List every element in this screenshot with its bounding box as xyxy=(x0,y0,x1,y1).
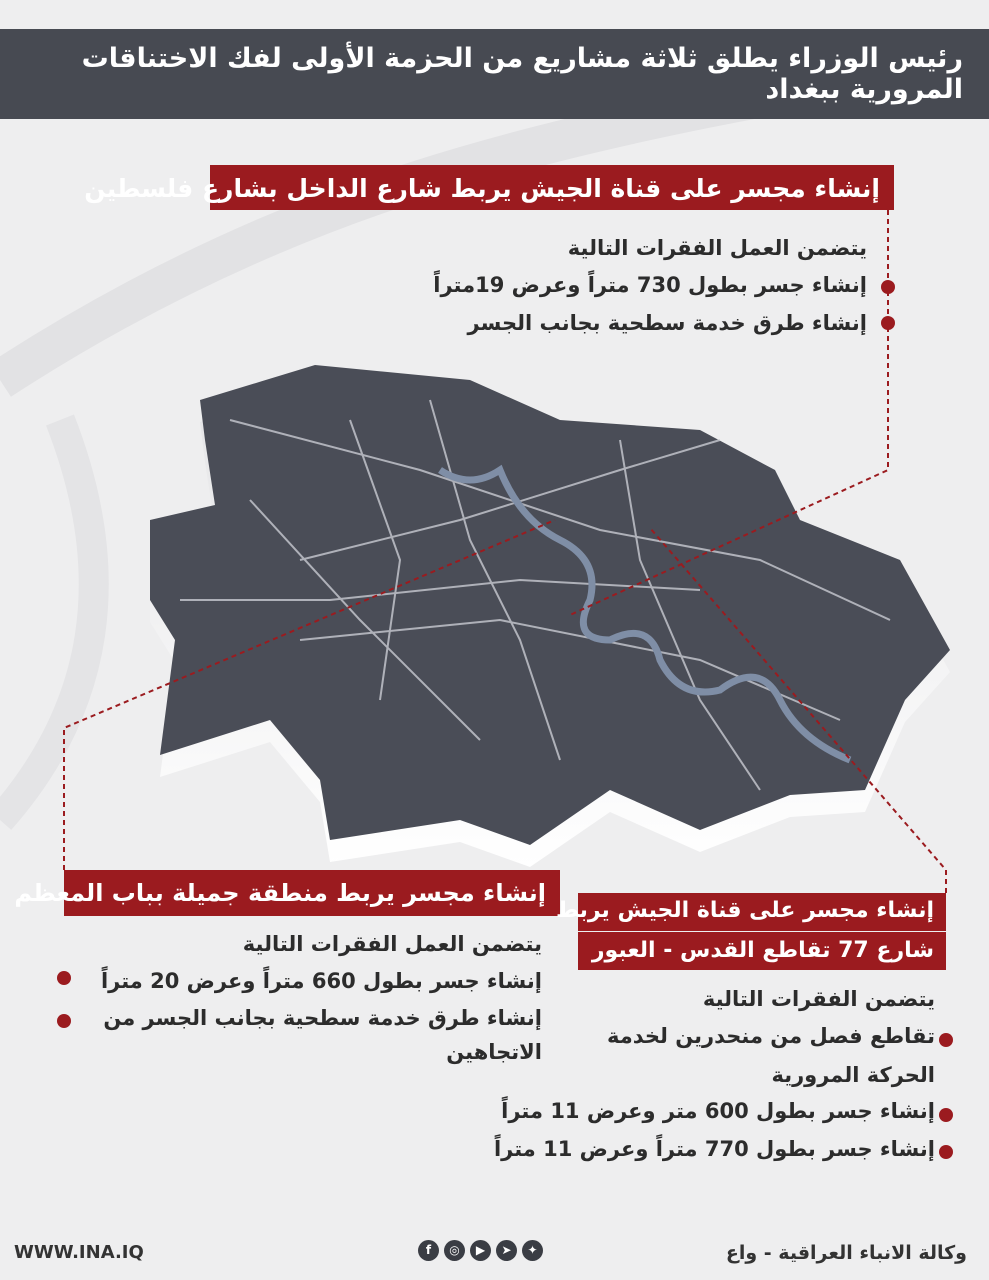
youtube-icon[interactable]: ▶ xyxy=(470,1240,491,1261)
social-icons xyxy=(418,1240,543,1261)
telegram-icon[interactable]: ➤ xyxy=(496,1240,517,1261)
project2-intro: يتضمن العمل الفقرات التالية xyxy=(242,932,542,956)
project1-title: إنشاء مجسر على قناة الجيش يربط شارع الداخل بشارع فلسطين xyxy=(210,165,894,210)
bullet-icon xyxy=(939,1108,953,1122)
project3-title-line1: إنشاء مجسر على قناة الجيش يربط xyxy=(578,893,946,931)
project1-item: إنشاء جسر بطول 730 متراً وعرض 19متراً xyxy=(433,273,867,297)
bullet-icon xyxy=(57,971,71,985)
project3-title-line2: شارع 77 تقاطع القدس - العبور xyxy=(578,932,946,970)
project3-intro: يتضمن الفقرات التالية xyxy=(702,987,935,1011)
project1-intro: يتضمن العمل الفقرات التالية xyxy=(567,236,867,260)
bullet-icon xyxy=(57,1014,71,1028)
instagram-icon[interactable]: ◎ xyxy=(444,1240,465,1261)
project2-item: إنشاء طرق خدمة سطحية بجانب الجسر من xyxy=(103,1006,542,1030)
website-link[interactable]: WWW.INA.IQ xyxy=(14,1242,144,1263)
project3-item: إنشاء جسر بطول 770 متراً وعرض 11 متراً xyxy=(493,1137,935,1161)
bullet-icon xyxy=(939,1033,953,1047)
project3-item: إنشاء جسر بطول 600 متر وعرض 11 متراً xyxy=(501,1099,935,1123)
project3-item: تقاطع فصل من منحدرين لخدمة xyxy=(607,1024,935,1048)
project2-title: إنشاء مجسر يربط منطقة جميلة بباب المعظم xyxy=(64,870,560,916)
facebook-icon[interactable]: f xyxy=(418,1240,439,1261)
project2-item: إنشاء جسر بطول 660 متراً وعرض 20 متراً xyxy=(100,969,542,993)
bullet-icon xyxy=(881,316,895,330)
project2-item: الاتجاهين xyxy=(446,1040,542,1064)
project1-item: إنشاء طرق خدمة سطحية بجانب الجسر xyxy=(467,311,867,335)
page-title: رئيس الوزراء يطلق ثلاثة مشاريع من الحزمة الأولى لفك الاختناقات المرورية ببغداد xyxy=(81,43,963,105)
bullet-icon xyxy=(939,1145,953,1159)
project3-item: الحركة المرورية xyxy=(771,1063,935,1087)
twitter-icon[interactable]: ✦ xyxy=(522,1240,543,1261)
bullet-icon xyxy=(881,280,895,294)
agency-name: وكالة الانباء العراقية - واع xyxy=(725,1242,967,1264)
